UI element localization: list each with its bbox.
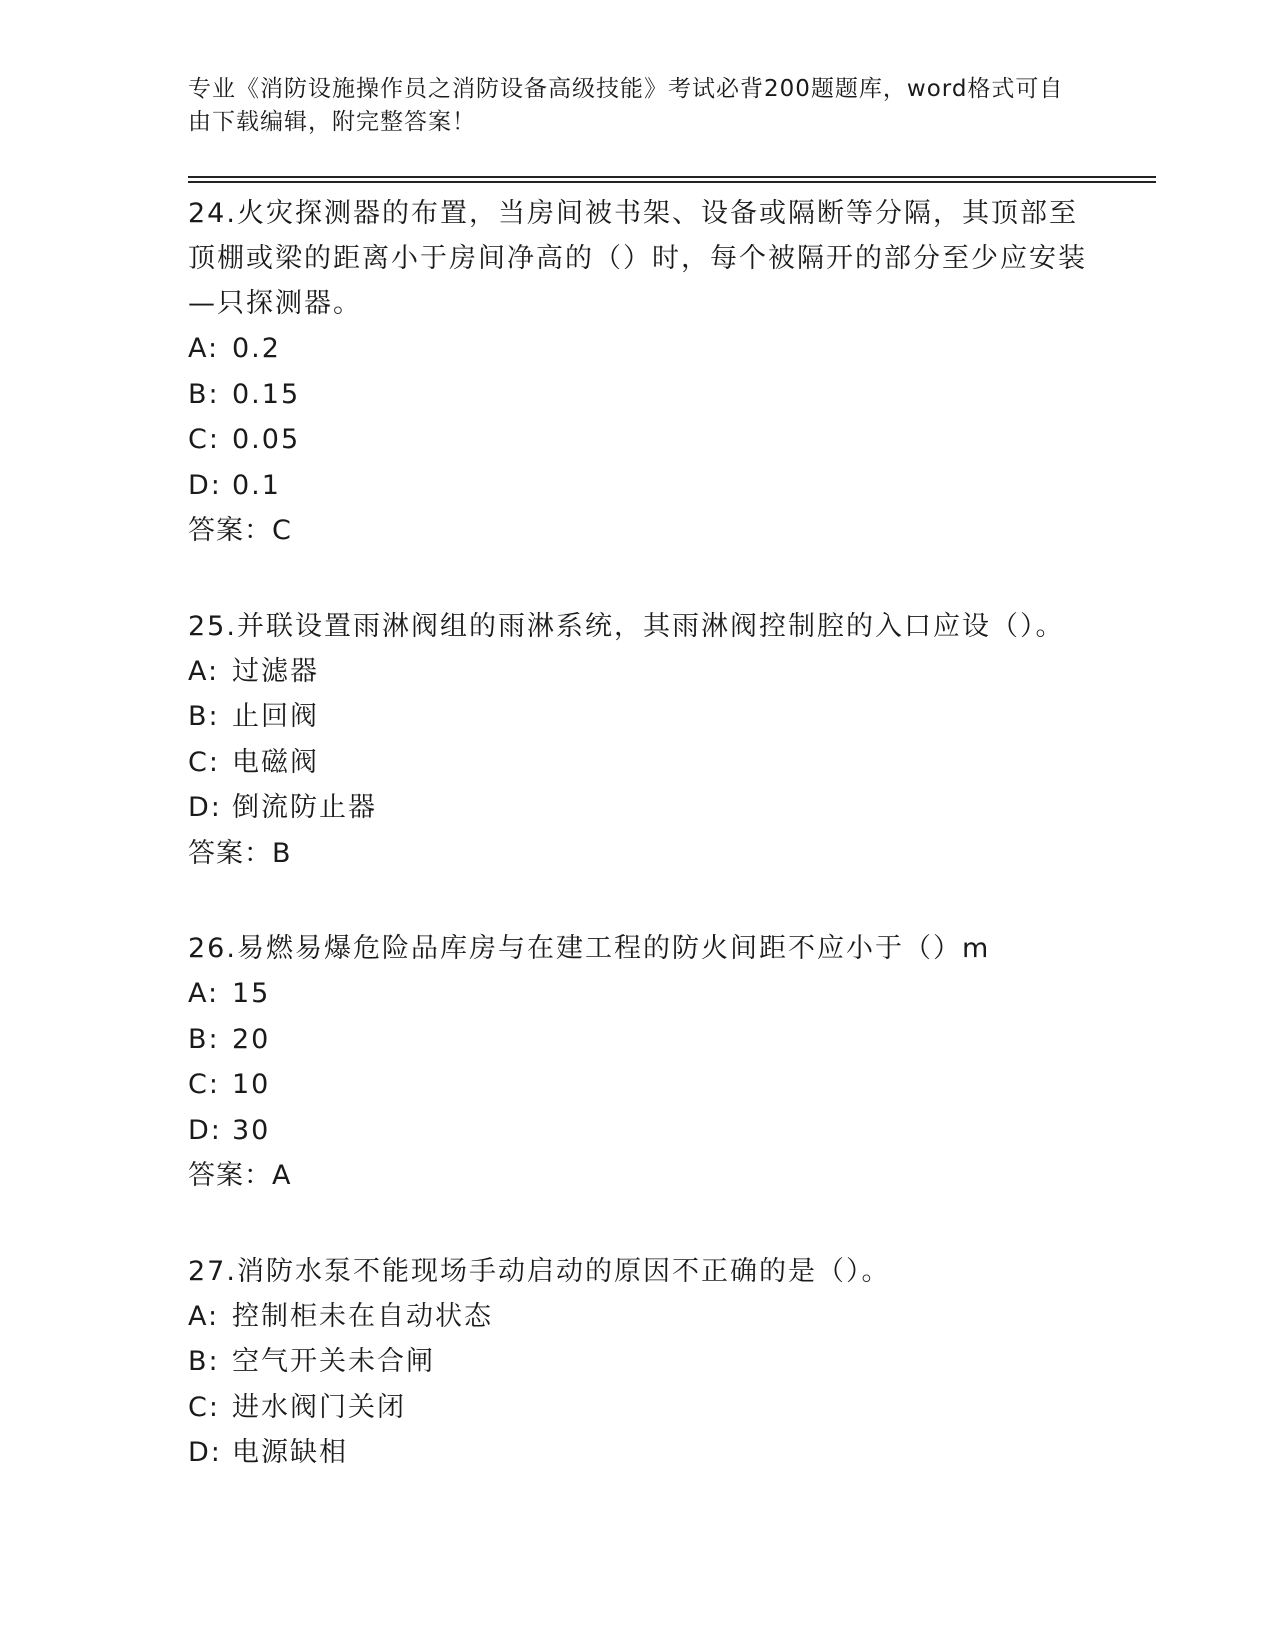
question-list	[188, 191, 1088, 1526]
option-text: 0.05	[232, 424, 301, 455]
option-c	[188, 417, 1088, 463]
option-text: 过滤器	[232, 655, 319, 687]
option-text: 电磁阀	[232, 746, 319, 778]
option-letter: C:	[188, 1391, 220, 1423]
question-27	[188, 1249, 1088, 1476]
option-d	[188, 1108, 1088, 1154]
option-a	[188, 1294, 1088, 1340]
option-letter: C:	[188, 1069, 220, 1100]
option-d	[188, 463, 1088, 509]
option-text: 空气开关未合闸	[232, 1346, 435, 1377]
option-letter: B:	[188, 378, 220, 410]
question-24	[188, 191, 1088, 554]
option-text: 15	[232, 978, 271, 1009]
option-d	[188, 785, 1088, 831]
option-b	[188, 694, 1088, 740]
option-letter: C:	[188, 746, 220, 778]
option-b	[188, 1017, 1088, 1063]
option-a	[188, 971, 1088, 1017]
option-text: 倒流防止器	[232, 792, 377, 823]
question-stem: 27.消防水泵不能现场手动启动的原因不正确的是（）。	[188, 1255, 891, 1287]
option-letter: D:	[188, 792, 222, 823]
question-stem: 25.并联设置雨淋阀组的雨淋系统，其雨淋阀控制腔的入口应设（）。	[188, 610, 1065, 642]
answer-label: 答案：	[188, 515, 272, 546]
option-text: 10	[232, 1069, 271, 1100]
answer-value: B	[272, 837, 292, 869]
option-c	[188, 1062, 1088, 1108]
option-c	[188, 740, 1088, 786]
option-b	[188, 1339, 1088, 1385]
option-d	[188, 1430, 1088, 1476]
header-divider-top	[188, 176, 1156, 178]
option-letter: D:	[188, 469, 222, 501]
option-letter: D:	[188, 1437, 222, 1468]
option-letter: B:	[188, 1023, 220, 1055]
answer-value: C	[272, 515, 292, 546]
option-a	[188, 649, 1088, 695]
option-letter: B:	[188, 701, 220, 732]
option-letter: A:	[188, 655, 220, 687]
option-text: 控制柜未在自动状态	[232, 1300, 493, 1332]
option-letter: A:	[188, 333, 220, 364]
option-text: 0.1	[232, 469, 281, 501]
option-letter: C:	[188, 424, 220, 455]
answer-line	[188, 508, 1088, 554]
option-letter: B:	[188, 1346, 220, 1377]
answer-line	[188, 1153, 1088, 1199]
answer-line	[188, 831, 1088, 877]
answer-label: 答案：	[188, 837, 272, 869]
option-text: 进水阀门关闭	[232, 1391, 406, 1423]
option-letter: A:	[188, 1300, 220, 1332]
option-text: 电源缺相	[232, 1437, 348, 1468]
answer-value: A	[272, 1160, 292, 1191]
option-text: 20	[232, 1023, 271, 1055]
option-text: 0.15	[232, 378, 301, 410]
option-text: 30	[232, 1114, 271, 1146]
option-text: 止回阀	[232, 701, 319, 732]
option-text: 0.2	[232, 333, 281, 364]
option-letter: A:	[188, 978, 220, 1009]
question-stem: 24.火灾探测器的布置，当房间被书架、设备或隔断等分隔，其顶部至顶棚或梁的距离小于房间净高的（）时，每个被隔开的部分至少应安装—只探测器。	[188, 198, 1087, 319]
option-a	[188, 326, 1088, 372]
question-26	[188, 926, 1088, 1199]
question-stem: 26.易燃易爆危险品库房与在建工程的防火间距不应小于（）m	[188, 933, 991, 964]
option-b	[188, 372, 1088, 418]
option-c	[188, 1385, 1088, 1431]
question-25	[188, 604, 1088, 877]
header-divider-bottom	[188, 181, 1156, 183]
document-header: 专业《消防设施操作员之消防设备高级技能》考试必背200题题库，word格式可自由下载编辑，附完整答案！	[188, 76, 1064, 135]
option-letter: D:	[188, 1114, 222, 1146]
answer-label: 答案：	[188, 1160, 272, 1191]
